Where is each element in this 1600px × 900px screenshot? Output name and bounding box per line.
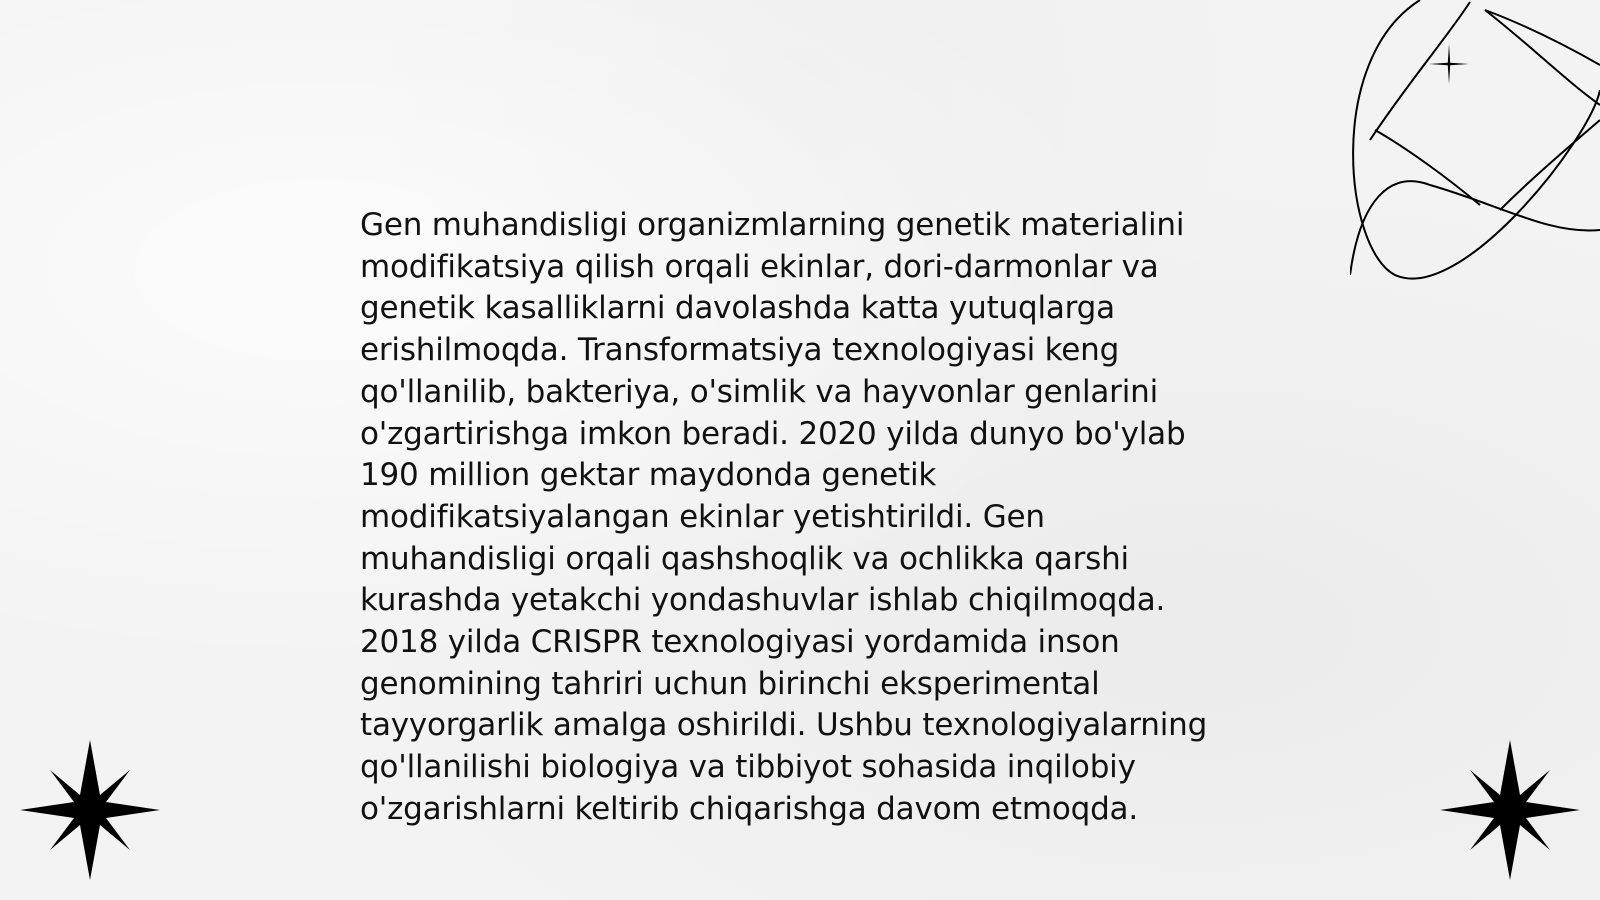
- sparkle-icon: [1429, 44, 1469, 84]
- orbit-line-icon: [1350, 0, 1600, 290]
- four-point-star-icon: [20, 740, 160, 880]
- four-point-star-icon: [1440, 740, 1580, 880]
- body-paragraph: Gen muhandisligi organizmlarning genetik materialini modifikatsiya qilish orqali ekinlar, dori-darmonlar va genetik kasalliklarni davolashda katta yutuqlarga erishilmoqda. Transformatsiya texnologiyasi keng qo'llanilib, bakteriya, o'simlik va hayvonlar genlarini o'zgartirishga imkon beradi. 2020 yilda dunyo bo'ylab 190 million gektar maydonda genetik modifikatsiyalangan ekinlar yetishtirildi. Gen muhandisligi orqali qashshoqlik va ochlikka qarshi kurashda yetakchi yondashuvlar ishlab chiqilmoqda. 2018 yilda CRISPR texnologiyasi yordamida inson genomining tahriri uchun birinchi eksperimental tayyorgarlik amalga oshirildi. Ushbu texnologiyalarning qo'llanilishi biologiya va tibbiyot sohasida inqilobiy o'zgarishlarni keltirib chiqarishga davom etmoqda.: [360, 207, 1208, 827]
